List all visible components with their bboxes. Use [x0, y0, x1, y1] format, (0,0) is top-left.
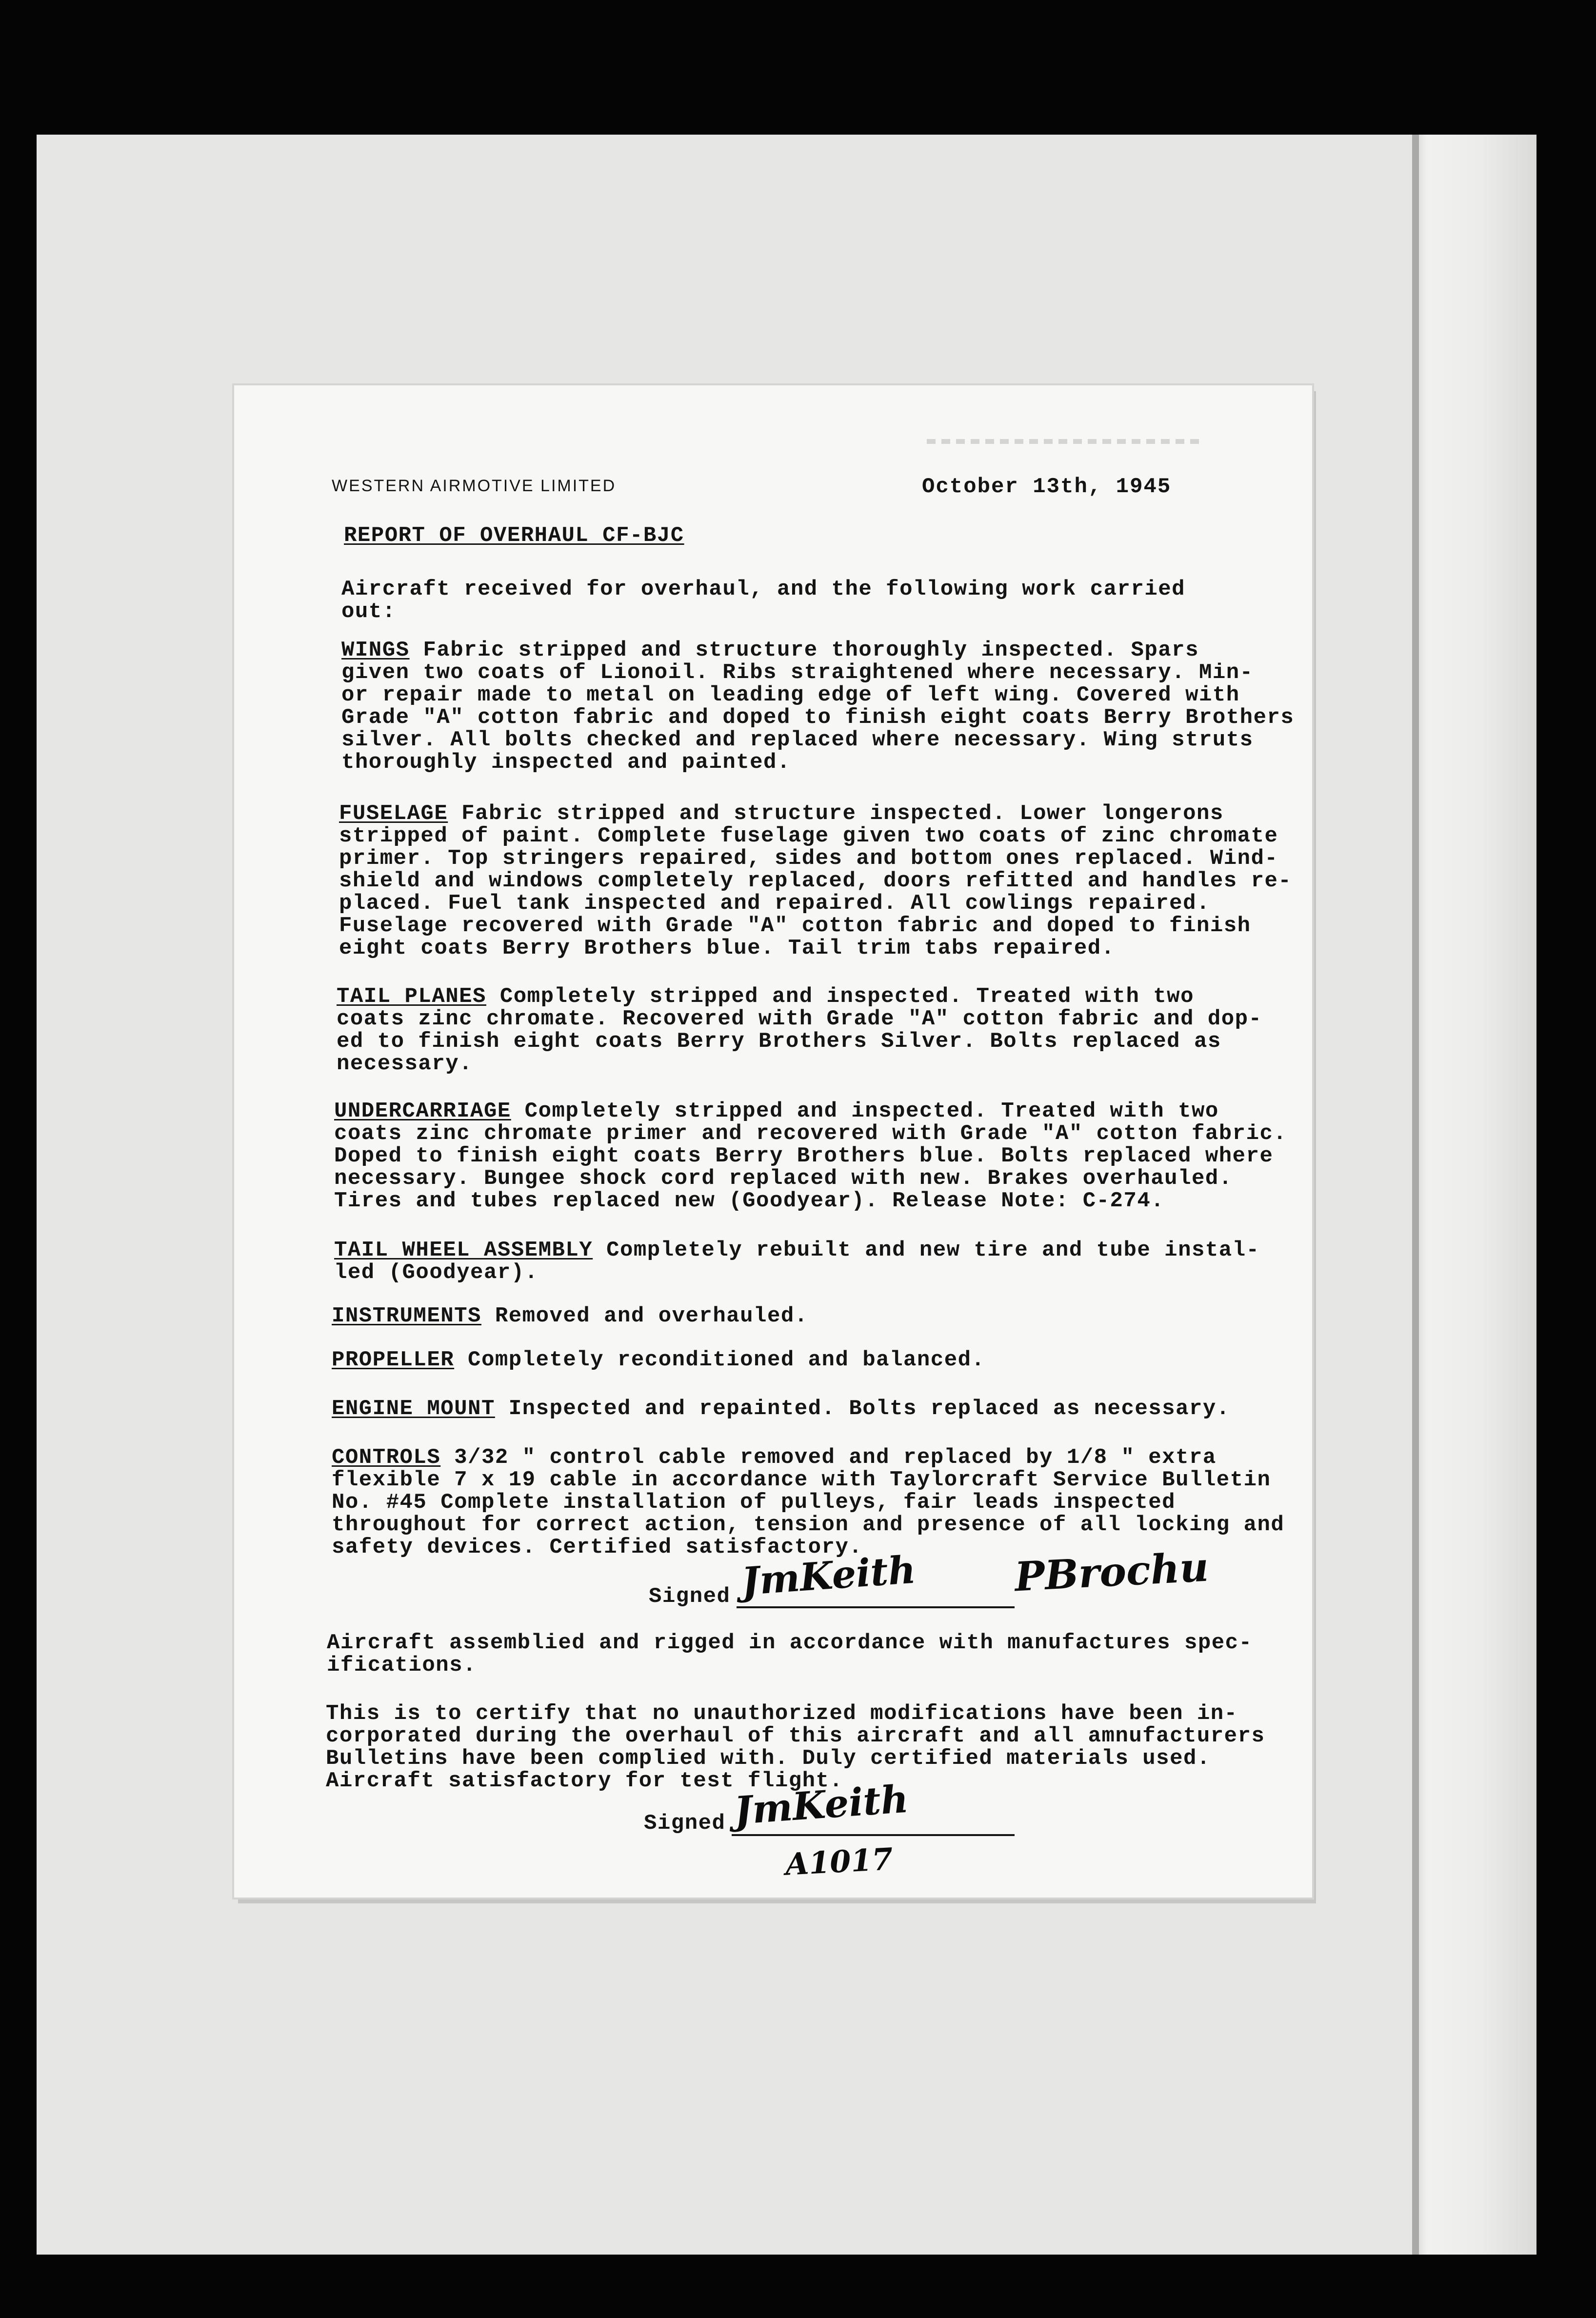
section-text: Completely stripped and inspected. Treated with two — [511, 1099, 1219, 1123]
section-text: Removed and overhauled. — [481, 1304, 808, 1328]
intro-line: Aircraft received for overhaul, and the following work carried — [341, 577, 1186, 601]
section-text: Completely stripped and inspected. Treated with two — [486, 984, 1194, 1009]
section-text: stripped of paint. Complete fuselage given two coats of zinc chromate — [339, 824, 1278, 848]
section-text: Fabric stripped and structure inspected. Lower longerons — [448, 801, 1224, 826]
certification-line: This is to certify that no unauthorized modifications have been in- — [326, 1701, 1238, 1726]
report-date: October 13th, 1945 — [922, 475, 1172, 499]
report-title: REPORT OF OVERHAUL CF-BJC — [344, 523, 684, 548]
assembly-paragraph — [327, 1632, 1253, 1677]
section-heading: CONTROLS — [332, 1445, 441, 1470]
section-text: thoroughly inspected and painted. — [341, 750, 791, 775]
intro-paragraph — [341, 578, 1185, 623]
intro-line: out: — [341, 599, 396, 624]
section-text: Completely reconditioned and balanced. — [454, 1348, 985, 1372]
section-text: primer. Top stringers repaired, sides and bottom ones replaced. Wind- — [339, 846, 1278, 871]
section-text: No. #45 Complete installation of pulleys, fair leads inspected — [332, 1490, 1176, 1515]
binding-strip — [1412, 135, 1536, 2255]
section-undercarriage — [334, 1100, 1287, 1212]
signature-line — [737, 1606, 1015, 1608]
faded-stamp — [927, 439, 1200, 444]
signature-brochu: PBrochu — [1013, 1543, 1210, 1601]
section-heading: WINGS — [341, 638, 410, 662]
section-heading: PROPELLER — [332, 1348, 455, 1372]
section-text: safety devices. Certified satisfactory. — [332, 1535, 863, 1559]
section-text: Fuselage recovered with Grade "A" cotton fabric and doped to finish — [339, 914, 1251, 938]
section-text: flexible 7 x 19 cable in accordance with Taylorcraft Service Bulletin — [332, 1468, 1271, 1492]
section-text: necessary. — [337, 1052, 473, 1076]
certification-line: Bulletins have been complied with. Duly certified materials used. — [326, 1746, 1211, 1771]
signature-label: Signed — [649, 1584, 731, 1609]
section-heading: INSTRUMENTS — [332, 1304, 481, 1328]
section-heading: UNDERCARRIAGE — [334, 1099, 511, 1123]
section-propeller — [332, 1349, 985, 1371]
certification-line: corporated during the overhaul of this aircraft and all amnufacturers — [326, 1724, 1265, 1748]
section-text: Fabric stripped and structure thoroughly inspected. Spars — [409, 638, 1199, 662]
assembly-line: ifications. — [327, 1653, 477, 1678]
section-wings — [341, 639, 1294, 774]
section-text: or repair made to metal on leading edge of left wing. Covered with — [341, 683, 1240, 707]
section-engine-mount — [332, 1398, 1230, 1420]
section-text: silver. All bolts checked and replaced where necessary. Wing struts — [341, 728, 1254, 752]
signature-keith: JmKeith — [733, 1777, 910, 1834]
section-text: necessary. Bungee shock cord replaced with new. Brakes overhauled. — [334, 1166, 1233, 1191]
section-text: coats zinc chromate. Recovered with Grade "A" cotton fabric and dop- — [337, 1007, 1262, 1031]
assembly-line: Aircraft assemblied and rigged in accordance with manufactures spec- — [327, 1631, 1253, 1655]
section-text: 3/32 " control cable removed and replaced by 1/8 " extra — [440, 1445, 1217, 1470]
section-text: Doped to finish eight coats Berry Brothers blue. Bolts replaced where — [334, 1144, 1274, 1168]
signature-line — [732, 1834, 1015, 1836]
section-text: coats zinc chromate primer and recovered with Grade "A" cotton fabric. — [334, 1121, 1287, 1146]
strip-crease — [1412, 135, 1419, 2255]
section-text: Inspected and repainted. Bolts replaced as necessary. — [495, 1397, 1230, 1421]
section-heading: ENGINE MOUNT — [332, 1397, 495, 1421]
section-text: eight coats Berry Brothers blue. Tail trim tabs repaired. — [339, 936, 1115, 960]
section-text: given two coats of Lionoil. Ribs straightened where necessary. Min- — [341, 660, 1254, 685]
section-instruments — [332, 1305, 808, 1327]
section-fuselage — [339, 802, 1292, 959]
section-controls — [332, 1446, 1284, 1559]
section-text: led (Goodyear). — [334, 1260, 539, 1285]
section-heading: TAIL WHEEL ASSEMBLY — [334, 1238, 593, 1262]
section-text: placed. Fuel tank inspected and repaired. All cowlings repaired. — [339, 891, 1210, 916]
signature-keith: JmKeith — [740, 1547, 918, 1604]
section-heading: FUSELAGE — [339, 801, 448, 826]
section-text: Tires and tubes replaced new (Goodyear). Release Note: C-274. — [334, 1189, 1165, 1213]
section-text: Grade "A" cotton fabric and doped to finish eight coats Berry Brothers — [341, 705, 1295, 730]
signature-label: Signed — [644, 1811, 726, 1836]
license-number: A1017 — [784, 1841, 894, 1882]
certification-line: Aircraft satisfactory for test flight. — [326, 1769, 843, 1793]
section-text: Completely rebuilt and new tire and tube instal- — [593, 1238, 1260, 1262]
section-text: shield and windows completely replaced, doors refitted and handles re- — [339, 869, 1292, 893]
section-heading: TAIL PLANES — [337, 984, 486, 1009]
section-text: ed to finish eight coats Berry Brothers Silver. Bolts replaced as — [337, 1029, 1221, 1054]
certification-paragraph — [326, 1702, 1265, 1792]
section-tail-planes — [337, 985, 1262, 1075]
section-text: throughout for correct action, tension and presence of all locking and — [332, 1513, 1285, 1537]
section-tail-wheel — [334, 1239, 1260, 1284]
report-page — [234, 385, 1312, 1898]
company-name: WESTERN AIRMOTIVE LIMITED — [332, 477, 617, 495]
